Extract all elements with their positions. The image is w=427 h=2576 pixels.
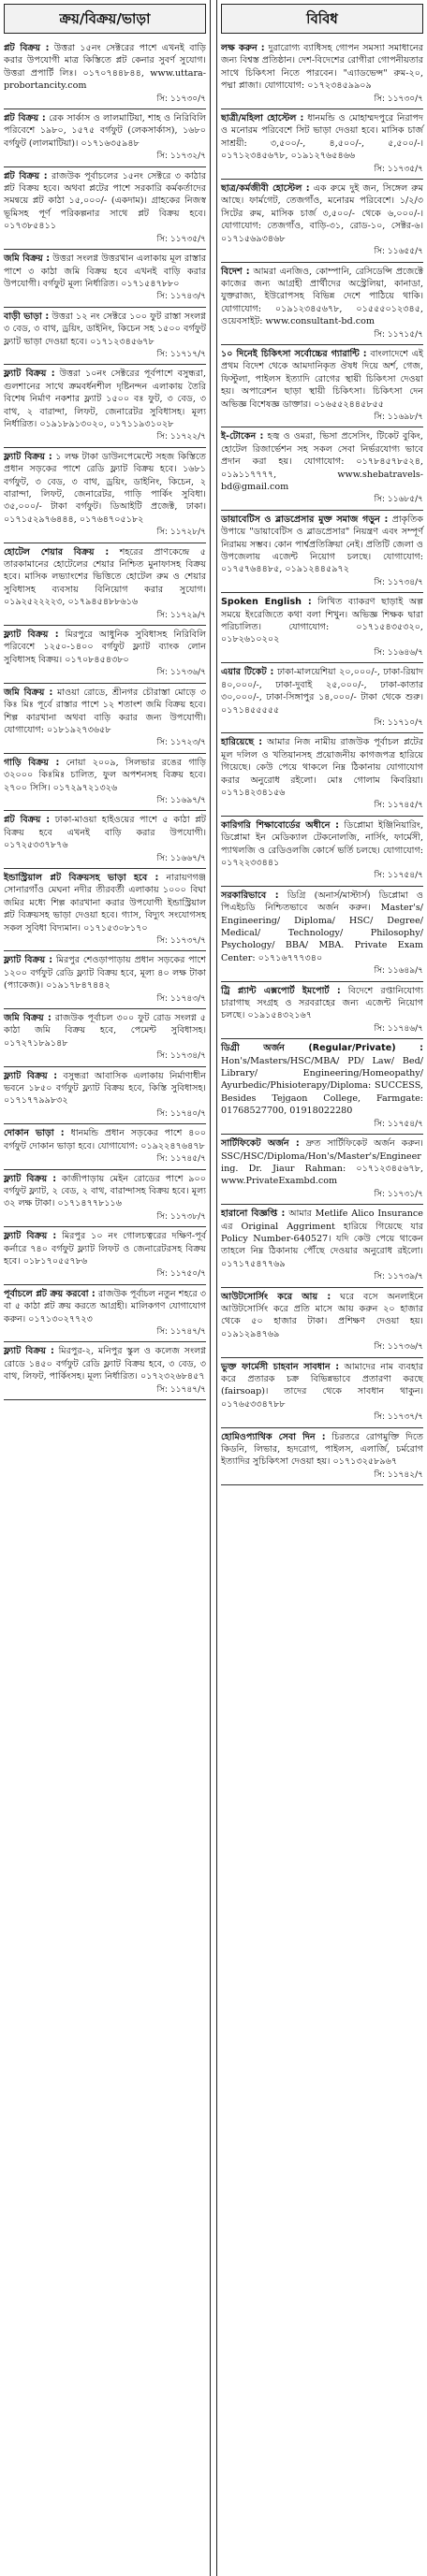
ad-code: সি: ১১৭৩৫/৭ xyxy=(156,234,206,244)
ad-code: সি: ১১৭৪০/৭ xyxy=(156,1108,206,1119)
ad-title: প্লট বিক্রয় : xyxy=(4,43,50,53)
classified-ad xyxy=(4,754,206,812)
ad-body: আমরা এনজিও, কোম্পানি, রেসিডেন্সি প্রজেক্টে কাজের জন্য আগ্রহী প্রার্থীদের অস্ট্রেলিয়া, কানাডা, যুক্তরাজ্য, ইউরোপসহ বিভিন্ন দেশে পাঠিয়ে থাকি। যোগাযোগ: ০১৯১২৩৪৫৬৭৮, ০১৫৫৫০১২৩৪৫, ওয়েবসাইট: www.consultant-bd.com xyxy=(221,266,423,327)
ad-body: আমাদের নাম ব্যবহার করে প্রতারক চক্র বিভিন্নভাবে প্রতারণা করছে (fairsoap)। তাদের থেকে সাবধান থাকুন। ০১৭৬৫৩৩৪৭৮৮ xyxy=(221,1361,423,1410)
classified-ad xyxy=(221,39,423,109)
ad-body: শহরের প্রাণকেন্দ্রে ৫ তারকামানের হোটেলের শেয়ার নিশ্চিত মুনাফাসহ বিক্রয় হবে। মাসিক লভ্যাংশের ভিত্তিতে হোটেল রুম ও শেয়ার সুবিধাসহ ব্যবসায় বিনিয়োগ করার সুযোগ। ০১৯২৫২২২২৩, ০১৭৯৪৫৪৮৮৬১৬ xyxy=(4,546,206,608)
ad-body: আমার Metlife Alico Insurance এর Original Aggriment হারিয়ে গিয়েছে যার Policy Number-640527। যদি কেউ পেয়ে থাকেন তাহলে নিম্ন ঠিকানায় পৌঁছে দেওয়ার অনুরোধ রইলো। ০১৭১৭৫৪৭৭৬৯ xyxy=(221,1208,423,1269)
ad-title: কারিগরি শিক্ষাবোর্ডের অধীনে : xyxy=(221,819,339,831)
ad-title: ফ্ল্যাট বিক্রয় : xyxy=(4,1173,57,1184)
classified-ad xyxy=(4,109,206,167)
right-ads-list xyxy=(221,39,423,1485)
ad-code: সি: ১১৭৩৪/৭ xyxy=(156,1051,206,1062)
ad-title: লক্ষ করুন : xyxy=(221,43,265,53)
ad-body: উত্তরা সংলগ্ন উত্তরখান এলাকায় মূল রাস্তার পাশে ৩ কাঠা জমি বিক্রয় হবে এখনই বাড়ি করার উপযোগী। বর্গফুট মূল্য নির্ধারিত। ০১৭১৫৪৭৮৮০ xyxy=(4,253,206,289)
ad-body: কাজীপাড়ায় মেইন রোডের পাশে ৯০০ বর্গফুট ফ্ল্যাট, ২ বেড, ২ বাথ, বারান্দাসহ বিক্রয় হবে। মূল্য ৩২ লক্ষ টাকা। ০১৭১৪৭৭৮১১৬ xyxy=(4,1173,206,1209)
ad-title: দোকান ভাড়া : xyxy=(4,1128,65,1139)
classified-ad xyxy=(221,887,423,982)
ad-code: সি: ১১৭৪৩/৭ xyxy=(156,292,206,302)
ad-body: মাওয়া রোডে, শ্রীনগর চৌরাস্তা মোড়ে ৩ কিঃ মিঃ পূর্বে রাস্তার পাশে ১২ শতাংশ জমি বিক্রয় হবে। শিল্প কারখানা অথবা বাড়ি করার জন্য উপযোগী। যোগাযোগ: ০১৮১৯২৭৩৬৫৮ xyxy=(4,687,206,735)
left-column xyxy=(0,0,211,2576)
ad-code: সি: ১১৭৩০/৭ xyxy=(374,94,423,104)
classified-ad xyxy=(4,951,206,1009)
ad-code: সি: ১১৭৩৯/৭ xyxy=(374,1272,423,1282)
ad-code: সি: ১১৬৯৮/৭ xyxy=(374,412,423,422)
ad-title: ছাত্রী/মহিলা হোস্টেল : xyxy=(221,113,304,124)
ad-code: সি: ১১৬৪৯/৭ xyxy=(374,966,423,977)
classified-ad xyxy=(221,109,423,180)
ad-title: হোমিওপ্যাথিক সেবা দিন : xyxy=(221,1431,326,1442)
ad-title: ১০ দিনেই চিকিৎসা সর্বোচ্চের গ্যারান্টি : xyxy=(221,348,367,359)
classified-ad xyxy=(221,180,423,262)
right-column xyxy=(216,0,427,2576)
ad-code: সি: ১১৭৩৬/৭ xyxy=(374,1342,423,1353)
ad-body: ঢাকা-মালয়েশিয়া ২০,০০০/-, ঢাকা-রিয়াদ ৪০,০০০/-, ঢাকা-দুবাই ২৫,০০০/-, ঢাকা-কাতার ৩০,০০০/-, ঢাকা-সিঙ্গাপুর ১৪,০০০/- টাকা থেকে শুরু। ০১৭১৪৫৫৫৫৫ xyxy=(221,667,423,716)
ad-title: ফ্ল্যাট বিক্রয় : xyxy=(4,451,52,462)
ad-title: ছাত্র/কর্মজীবী হোস্টেল : xyxy=(221,183,310,195)
ad-code: সি: ১১৭৪৭/৭ xyxy=(156,1326,206,1337)
classified-ad xyxy=(4,626,206,684)
ad-code: সি: ১১৭৪৬/৭ xyxy=(374,1023,423,1034)
classified-ad xyxy=(4,365,206,447)
ad-title: বাড়ী ভাড়া : xyxy=(4,311,50,322)
ad-code: সি: ১১৭৫০/৭ xyxy=(156,1269,206,1280)
ad-body: রাজউক পূর্বাচল ৩০০ ফুট রোড সংলগ্ন ৫ কাঠা জমি বিক্রয় হবে, পেমেন্ট সুবিধাসহ। ০১৭২৭১৮৯১৪৮ xyxy=(4,1013,206,1049)
ad-code: সি: ১১৭৫৪/৭ xyxy=(374,871,423,881)
classified-ad xyxy=(4,250,206,308)
ad-body: নারায়ণগঞ্জ সোনারগাঁও মেঘনা নদীর তীরবর্তী এলাকায় ১০০০ বিঘা জমির মধ্যে শিল্প কারখানা করার উপযোগী ইন্ডাস্ট্রিয়াল প্লট বিক্রয়সহ ভাড়া দেওয়া হবে। গ্যাস, বিদ্যুৎ সংযোগসহ সকল সুবিধা বিদ্যমান। ০১৭১৫৩০৮১৭০ xyxy=(4,872,206,933)
ad-code: সি: ১১৭২৩/৭ xyxy=(156,738,206,748)
ad-title: জমি বিক্রয় : xyxy=(4,253,51,265)
classified-ad xyxy=(221,1039,423,1135)
ad-code: সি: ১১৬৮৫/৭ xyxy=(374,495,423,505)
classified-ad xyxy=(221,345,423,427)
ad-code: সি: ১১৬৬৭/৭ xyxy=(156,853,206,863)
ad-body: দুরারোগ্য ব্যাধিসহ গোপন সমস্যা সমাধানের জন্য বিশ্বস্ত প্রতিষ্ঠান। দেশ-বিদেশের রোগীরা গোপনীয়তার সাথে চিকিৎসা নিতে পারবেন। "এ্যাডভেন্স" রুম-২০, পদ্মা প্লাজা। যোগাযোগ: ০১৭২৩৪৫৯৯০৯ xyxy=(221,43,423,92)
ad-body: মিরপুর-২, মনিপুর স্কুল ও কলেজ সংলগ্ন রোডে ১৪৫০ বর্গফুট রেডি ফ্ল্যাট বিক্রয় হবে, ৩ বেড, ৩ বাথ, লিফট, পার্কিংসহ। মূল্য নির্ধারিত। ০১৭২৩২৬৮৪৫৭ xyxy=(4,1346,206,1382)
ad-code: সি: ১১৭৪৫/৭ xyxy=(374,801,423,811)
classified-ad xyxy=(4,684,206,754)
classified-ad xyxy=(221,733,423,816)
ad-body: চিরতরে রোগমুক্তি দিতে কিডনি, লিভার, হৃদরোগ, পাইলস, এলার্জি, চর্মরোগ ইত্যাদির সুচিকিৎসা দেওয়া হয়। ০১৭১৩২৫৮৯৬৭ xyxy=(221,1431,423,1468)
ad-code: সি: ১১৭৪৩/৭ xyxy=(156,993,206,1004)
left-column-header: ক্রয়/বিক্রয়/ভাড়া xyxy=(4,4,206,34)
ad-code: সি: ১১৭৩১/৭ xyxy=(374,1189,423,1199)
classified-ad xyxy=(221,427,423,510)
classified-ad xyxy=(221,1288,423,1358)
classified-ad xyxy=(4,869,206,951)
ad-title: হারিয়েছে : xyxy=(221,737,263,748)
ad-code: সি: ১১৭৫৪/৭ xyxy=(374,1119,423,1129)
ad-body: বিদেশে রপ্তানিযোগ্য চারাগাছ সংগ্রহ ও সরবরাহের জন্য এজেন্ট নিয়োগ চলছে। ০১৯১৫৪৩২১৬৭ xyxy=(221,985,423,1021)
ad-code: সি: ১১৭৪২/৭ xyxy=(374,1469,423,1480)
ad-body: লিখিত ব্যাকরণ ছাড়াই অল্প সময়ে ইংরেজিতে কথা বলা শিখুন। অভিজ্ঞ শিক্ষক দ্বারা পরিচালিত। যোগাযোগ: ০১৭১৫৪৩৫৩২০, ০১৮২৬১০২০২ xyxy=(221,597,423,645)
classified-ad xyxy=(4,1170,206,1228)
ad-title: ডিগ্রী অর্জন (Regular/Private) : xyxy=(221,1043,423,1054)
classified-ad xyxy=(221,982,423,1040)
classified-ad xyxy=(4,308,206,366)
classified-ad xyxy=(4,811,206,869)
ad-title: হারানো বিজ্ঞপ্তি : xyxy=(221,1208,286,1220)
classified-ad xyxy=(4,1124,206,1169)
ad-title: ফ্ল্যাট বিক্রয় : xyxy=(4,955,53,966)
ad-code: সি: ১১৭৩৬/৭ xyxy=(156,668,206,678)
ad-code: সি: ১১৭৩৭/৭ xyxy=(156,936,206,946)
ad-title: ভুক্ত ফার্মেসী চাহবান সাবধান : xyxy=(221,1361,340,1372)
ad-title: ই-টোকেন : xyxy=(221,431,264,442)
ad-code: সি: ১১৭১৭/৭ xyxy=(156,349,206,359)
ad-body: ধানমন্ডি ও মোহাম্মদপুরে নিরাপদ ও মনোরম পরিবেশে সিট ভাড়া দেওয়া হবে। মাসিক চার্জ সাশ্রয়ী: ৩,৫০০/-, ৪,৫০০/-, ৫,৫০০/-। ০১৭১২৩৪৫৬৭৮, ০১৯১২৭৬৫৪৬৬ xyxy=(221,113,423,162)
ad-code: সি: ১১৭৩৮/৭ xyxy=(156,1211,206,1222)
ad-body: বাংলাদেশে এই প্রথম বিদেশ থেকে আমদানিকৃত ঔষধ দিয়ে অর্শ, গেজ, ফিস্টুলা, পাইলস ইত্যাদি রোগের স্থায়ী চিকিৎসা দেওয়া হয়। অপারেশন ছাড়া স্থায়ী চিকিৎসা। চিকিৎসা দেন অভিজ্ঞ বিশেষজ্ঞ ডাক্তার। ০১৬৫৫২৪৪৫৮৫৫ xyxy=(221,348,423,410)
ad-body: ঘরে বসে অনলাইনে আউটসোর্সিং করে প্রতি মাসে আয় করুন ২০ হাজার থেকে ৫০ হাজার টাকা। প্রশিক্ষণ দেওয়া হয়। ০১৯১২৯৪৭৬৯ xyxy=(221,1291,423,1339)
classified-ad xyxy=(4,1067,206,1125)
ad-title: ফ্ল্যাট বিক্রয় : xyxy=(4,1231,57,1242)
classified-ad xyxy=(4,167,206,250)
ad-code: সি: ১১৬৯৭/৭ xyxy=(156,795,206,805)
ad-title: ডায়াবেটিস ও ব্লাডপ্রেসার মুক্ত সমাজ গড়ুন : xyxy=(221,514,389,525)
ad-body: দ্রুত সার্টিফিকেট অর্জন করুন। SSC/HSC/Diploma/Hon's/Master's/Engineering. Dr. Jiaur Rahman: ০১৭১২৩৪৫৬৭৮, www.PrivateExambd.com xyxy=(221,1138,423,1187)
ad-body: উত্তরা ১০নং সেক্টরের পূর্বপাশে বসুন্ধরা, গুলশানের সাথে ক্রমবর্ধনশীল দৃষ্টিনন্দন এলাকায় তৈরি বিশেষ নির্মাণ নকশার ফ্ল্যাট ১৫০০ বঃ ফুট, ৩ বেড, ৩ বাথ, ২ বারান্দা, লিফট, জেনারেটর সুবিধাসহ। মূল্য নির্ধারিত। ০১৯১৮৯১৩০২০, ০১৭১১৯৩১০২৮ xyxy=(4,369,206,429)
ad-body: ধানমন্ডি প্রধান সড়কের পাশে ৪০০ বর্গফুট দোকান ভাড়া হবে। যোগাযোগ: ০১৯২২৪৭৬৪৭৮ xyxy=(4,1128,207,1151)
ad-title: ফ্ল্যাট বিক্রয় : xyxy=(4,630,59,641)
ad-title: আউটসোর্সিং করে আয় : xyxy=(221,1291,331,1302)
ad-title: জমি বিক্রয় : xyxy=(4,687,53,698)
ad-body: বসুন্ধরা আবাসিক এলাকায় নির্মাণাধীন ভবনে ১৮৫০ বর্গফুট ফ্ল্যাট বিক্রয় হবে, কিস্তি সুবিধাসহ। ০১৭১৭৭৯৯৮৩২ xyxy=(4,1070,206,1107)
ad-body: রাজউক পূর্বাচলের ১৫নং সেক্টরে ৩ কাঠার প্লট বিক্রয় হবে। অথবা প্লটের পাশে সরকারি কর্মকর্তাদের সমন্বয়ে প্লট কাঠা ১৫,০০০/- (একদাম)। গ্রাহকের নিজস্ব ভূমিসহ পূর্ণ পরিকল্পনার সাথে প্লট বিক্রয় হবে। ০১৭৩৮৫৪১১ xyxy=(4,170,206,232)
classified-ad xyxy=(221,663,423,733)
classified-ad xyxy=(221,817,423,887)
ad-code: সি: ১১৭৪৭/৭ xyxy=(156,1384,206,1395)
ad-body: ডিগ্রি (অনার্স/মাস্টার্স) ডিপ্লোমা ও পিএইচডি নিশ্চিতভাবে অর্জন করুন। Master's/ Engineering/ Diploma/ HSC/ Degree/ Medical/ Technology/ Philosophy/ Psychology/ BBA/ MBA. Private Exam Center: ০১৭১৬৭৭৭৩৪০ xyxy=(221,890,423,963)
ad-body: আমার নিজ নামীয় রাজউক পূর্বাচল প্লটের মূল দলিল ও খতিয়ানসহ প্রয়োজনীয় কাগজপত্র হারিয়ে গিয়েছে। কেউ পেয়ে থাকলে নিম্ন ঠিকানায় যোগাযোগ করার অনুরোধ রইলো। মোঃ গোলাম কিবরিয়া। ০১৭১৪২৩৪১৫৬ xyxy=(221,737,423,798)
classified-ad xyxy=(221,1205,423,1287)
ad-body: এক রুমে দুই জন, সিঙ্গেল রুম আছে। ফার্মগেট, তেজগাঁও, মনোরম পরিবেশে। ১/২/৩ সিটের রুম, মাসিক চার্জ ৩,৫০০/- থেকে ৬,০০০/-। যোগাযোগ: তেজগাঁও, বাড়ি-৩১, রোড-১০, সেক্টর-৬। ০১৭১৫৬৯৩৪৬৮ xyxy=(221,183,423,244)
ad-code: সি: ১১৭৩৭/৭ xyxy=(374,1412,423,1423)
ad-title: Spoken English : xyxy=(221,597,312,608)
ad-title: প্লট বিক্রয় : xyxy=(4,113,46,124)
classified-ad xyxy=(4,1342,206,1400)
ad-code: সি: ১১৭১৫/৭ xyxy=(374,329,423,340)
right-column-header: বিবিধ xyxy=(221,4,423,34)
classified-ad xyxy=(221,263,423,345)
ad-code: সি: ১১৭৪৫/৭ xyxy=(156,1154,206,1165)
ad-title: প্লট বিক্রয় : xyxy=(4,170,48,181)
ad-title: এয়ার টিকেট : xyxy=(221,667,274,678)
ad-body: নোয়া ২০০৯, সিলভার রঙের গাড়ি ৩২০০০ কিঃমিঃ চালিত, ফুল অপশনসহ বিক্রয় হবে। ২৭০০ সিসি। ০১৭২৯৭২১৩২৬ xyxy=(4,757,206,793)
ad-code: সি: ১১৭৩৪/৭ xyxy=(374,577,423,587)
classified-ad xyxy=(4,448,206,543)
ad-body: হজ্ব ও ওমরা, ভিসা প্রসেসিং, টিকেট বুকিং, হোটেল রিজার্ভেশন সহ সকল সেবা নির্ভরযোগ্য ভাবে প্রদান করা হয়। যোগাযোগ: ০১৭৮৪৫৭৮৫২৪, ০১৯১১৭৭৭৭, www.shebatravels-bd@gmail.com xyxy=(221,431,423,492)
ad-title: হোটেল শেয়ার বিক্রয় : xyxy=(4,546,110,557)
ad-body: ১ লক্ষ টাকা ডাউনপেমেন্টে সহজ কিস্তিতে প্রধান সড়কের পাশে রেডি ফ্ল্যাট বিক্রয় হবে। ১৬৮১ বর্গফুট, ৩ বেড, ৩ বাথ, ড্রয়িং, ডাইনিং, কিচেন, ২ বারান্দা, লিফট, জেনারেটর, গাড়ি পার্কিং সুবিধা। ৩৫,০০০/- টাকা বর্গফুট। ডিআইটি প্রজেক্ট, ঢাকা। ০১৭১৫২৯৭৬৪৪৪, ০১৭৬৪৭০৫১৮২ xyxy=(4,451,206,525)
classified-ad xyxy=(221,593,423,663)
ad-body: উত্তরা ১৫নং সেক্টরের পাশে এখনই বাড়ি করার উপযোগী মাত্র কিস্তিতে প্লট কেনার সুবর্ণ সুযোগ। উত্তরা প্রপার্টি লিঃ। ০১৭০৭৪৪৮৪৪, www.uttara-probortancity.com xyxy=(4,43,206,92)
ad-title: ফ্ল্যাট বিক্রয় : xyxy=(4,1346,54,1357)
ad-body: Hon's/Masters/HSC/MBA/ PD/ Law/ Bed/ Library/ Engineering/Homeopathy/ Ayurbedic/Phisioterapy/Diploma: SUCCESS, Besides Tejgaon College, Farmgate: 01768527700, 01918022280 xyxy=(221,1055,423,1117)
ad-body: উত্তরা ১২ নং সেক্টরে ১০০ ফুট রাস্তা সংলগ্ন ৩ বেড, ৩ বাথ, ড্রয়িং, ডাইনিং, কিচেন সহ ১৫০০ বর্গফুট ফ্ল্যাট ভাড়া দেওয়া হবে। ০১৭১২৩৪৫৬৭৮ xyxy=(4,311,206,347)
classified-ad xyxy=(221,1135,423,1205)
ad-title: প্লট বিক্রয় : xyxy=(4,815,51,826)
ad-title: গাড়ি বিক্রয় : xyxy=(4,757,60,768)
ad-code: সি: ১১৭২৯/৭ xyxy=(156,610,206,620)
ad-body: ডিপ্লোমা ইঞ্জিনিয়ারিং, ডিপ্লোমা ইন মেডিক্যাল টেকনোলজি, নার্সিং, ফার্মেসী, প্যাথলজি ও রেডিওলজি কোর্সে ভর্তি চলছে। যোগাযোগ: ০১৭২২৩৩৪৪১ xyxy=(221,819,423,868)
classified-ad xyxy=(4,1009,206,1067)
ad-title: সার্টিফিকেট অর্জন : xyxy=(221,1138,300,1150)
classified-ad xyxy=(221,1428,423,1486)
ad-code: সি: ১১৭৩৫/৭ xyxy=(374,164,423,174)
classified-ad xyxy=(221,511,423,593)
ad-body: মিরপুর শেওড়াপাড়ায় প্রধান সড়কের পাশে ১২০০ বর্গফুট রেডি ফ্ল্যাট বিক্রয় হবে, মূল্য ৪০ লক্ষ টাকা (প্যাকেজ)। ০১৯১৭৮৪৭৪৪২ xyxy=(4,955,206,991)
ad-body: রাজউক পূর্বাচল নতুন শহরে ৩ বা ৫ কাঠা প্লট ক্রয় করতে আগ্রহী। মালিকগণ যোগাযোগ করুন। ০১৭১৩০২৭৭২৩ xyxy=(4,1288,206,1324)
ad-code: সি: ১১৬৫৫/৭ xyxy=(374,247,423,257)
ad-body: ঢাকা-মাওয়া হাইওয়ের পাশে ৫ কাঠা প্লট বিক্রয় হবে এখনই বাড়ি করার উপযোগী। ০১৭২৫৩৩৭৮৭৬ xyxy=(4,815,206,851)
ad-code: সি: ১১৭২৮/৭ xyxy=(156,528,206,538)
ad-code: সি: ১১৬৪৬/৭ xyxy=(374,647,423,658)
classified-ad xyxy=(4,1285,206,1343)
ad-title: ফ্ল্যাট বিক্রয় : xyxy=(4,1070,58,1081)
ad-title: পূর্বাচলে প্লট ক্রয় করবো : xyxy=(4,1288,96,1299)
ad-code: সি: ১১৭৩০/৭ xyxy=(156,94,206,104)
ad-title: ইন্ডাস্ট্রিয়াল প্লট বিক্রয়সহ ভাড়া হবে : xyxy=(4,872,159,883)
classified-ad xyxy=(4,543,206,626)
ad-title: ট্রি প্ল্যান্ট এক্সপোর্ট ইমপোর্ট : xyxy=(221,985,341,996)
ad-body: রেক সার্কাস ও লালমাটিয়া, শাহ ও নিরিবিলি পরিবেশে ১৯৮০, ১৫৭৫ বর্গফুট (লেকসার্কাস), ১৬৮০ বর্গফুট (লালমাটিয়া)। ০১৭১৬৩৫৯৪৮ xyxy=(4,113,206,149)
classified-ad xyxy=(221,1358,423,1428)
ad-body: প্রাকৃতিক উপায়ে "ডায়াবেটিস ও ব্লাডপ্রেসার" নিয়ন্ত্রণ এবং সম্পূর্ণ নিরাময় সম্ভব। কোন পার্শ্বপ্রতিক্রিয়া নেই। প্রতিটি জেলা ও উপজেলায় এজেন্ট নিয়োগ চলছে। যোগাযোগ: ০১৭৫৭৬৪৪৮৫, ০১৯১২৪৪৫৯৭২ xyxy=(221,514,423,575)
ad-body: মিরপুর ১০ নং গোলচত্বরের দক্ষিণ-পূর্ব কর্নারে ৭৪০ বর্গফুট ফ্ল্যাট লিফট ও জেনারেটরসহ বিক্রয় হবে। ০১৮১৭০৫৫৭৮৬ xyxy=(4,1231,206,1266)
ad-code: সি: ১১৭২২/৭ xyxy=(156,432,206,442)
ad-title: ফ্ল্যাট বিক্রয় : xyxy=(4,369,55,380)
classified-ad xyxy=(4,1227,206,1285)
ad-title: সরকারিভাবে : xyxy=(221,890,279,901)
classified-ad xyxy=(4,39,206,109)
ad-code: সি: ১১৭৩২/৭ xyxy=(156,152,206,162)
ad-code: সি: ১১৭১০/৭ xyxy=(374,717,423,728)
ad-title: জমি বিক্রয় : xyxy=(4,1013,52,1024)
ad-body: মিরপুরে আধুনিক সুবিধাসহ নিরিবিলি পরিবেশে ১২৫০-১৪০০ বর্গফুট ফ্ল্যাট ব্যাংক লোন সুবিধাসহ বিক্রয়। ০১৭০৮৪৫৪৩৮০ xyxy=(4,630,206,665)
ad-title: বিদেশ : xyxy=(221,266,250,277)
left-ads-list xyxy=(4,39,206,1400)
